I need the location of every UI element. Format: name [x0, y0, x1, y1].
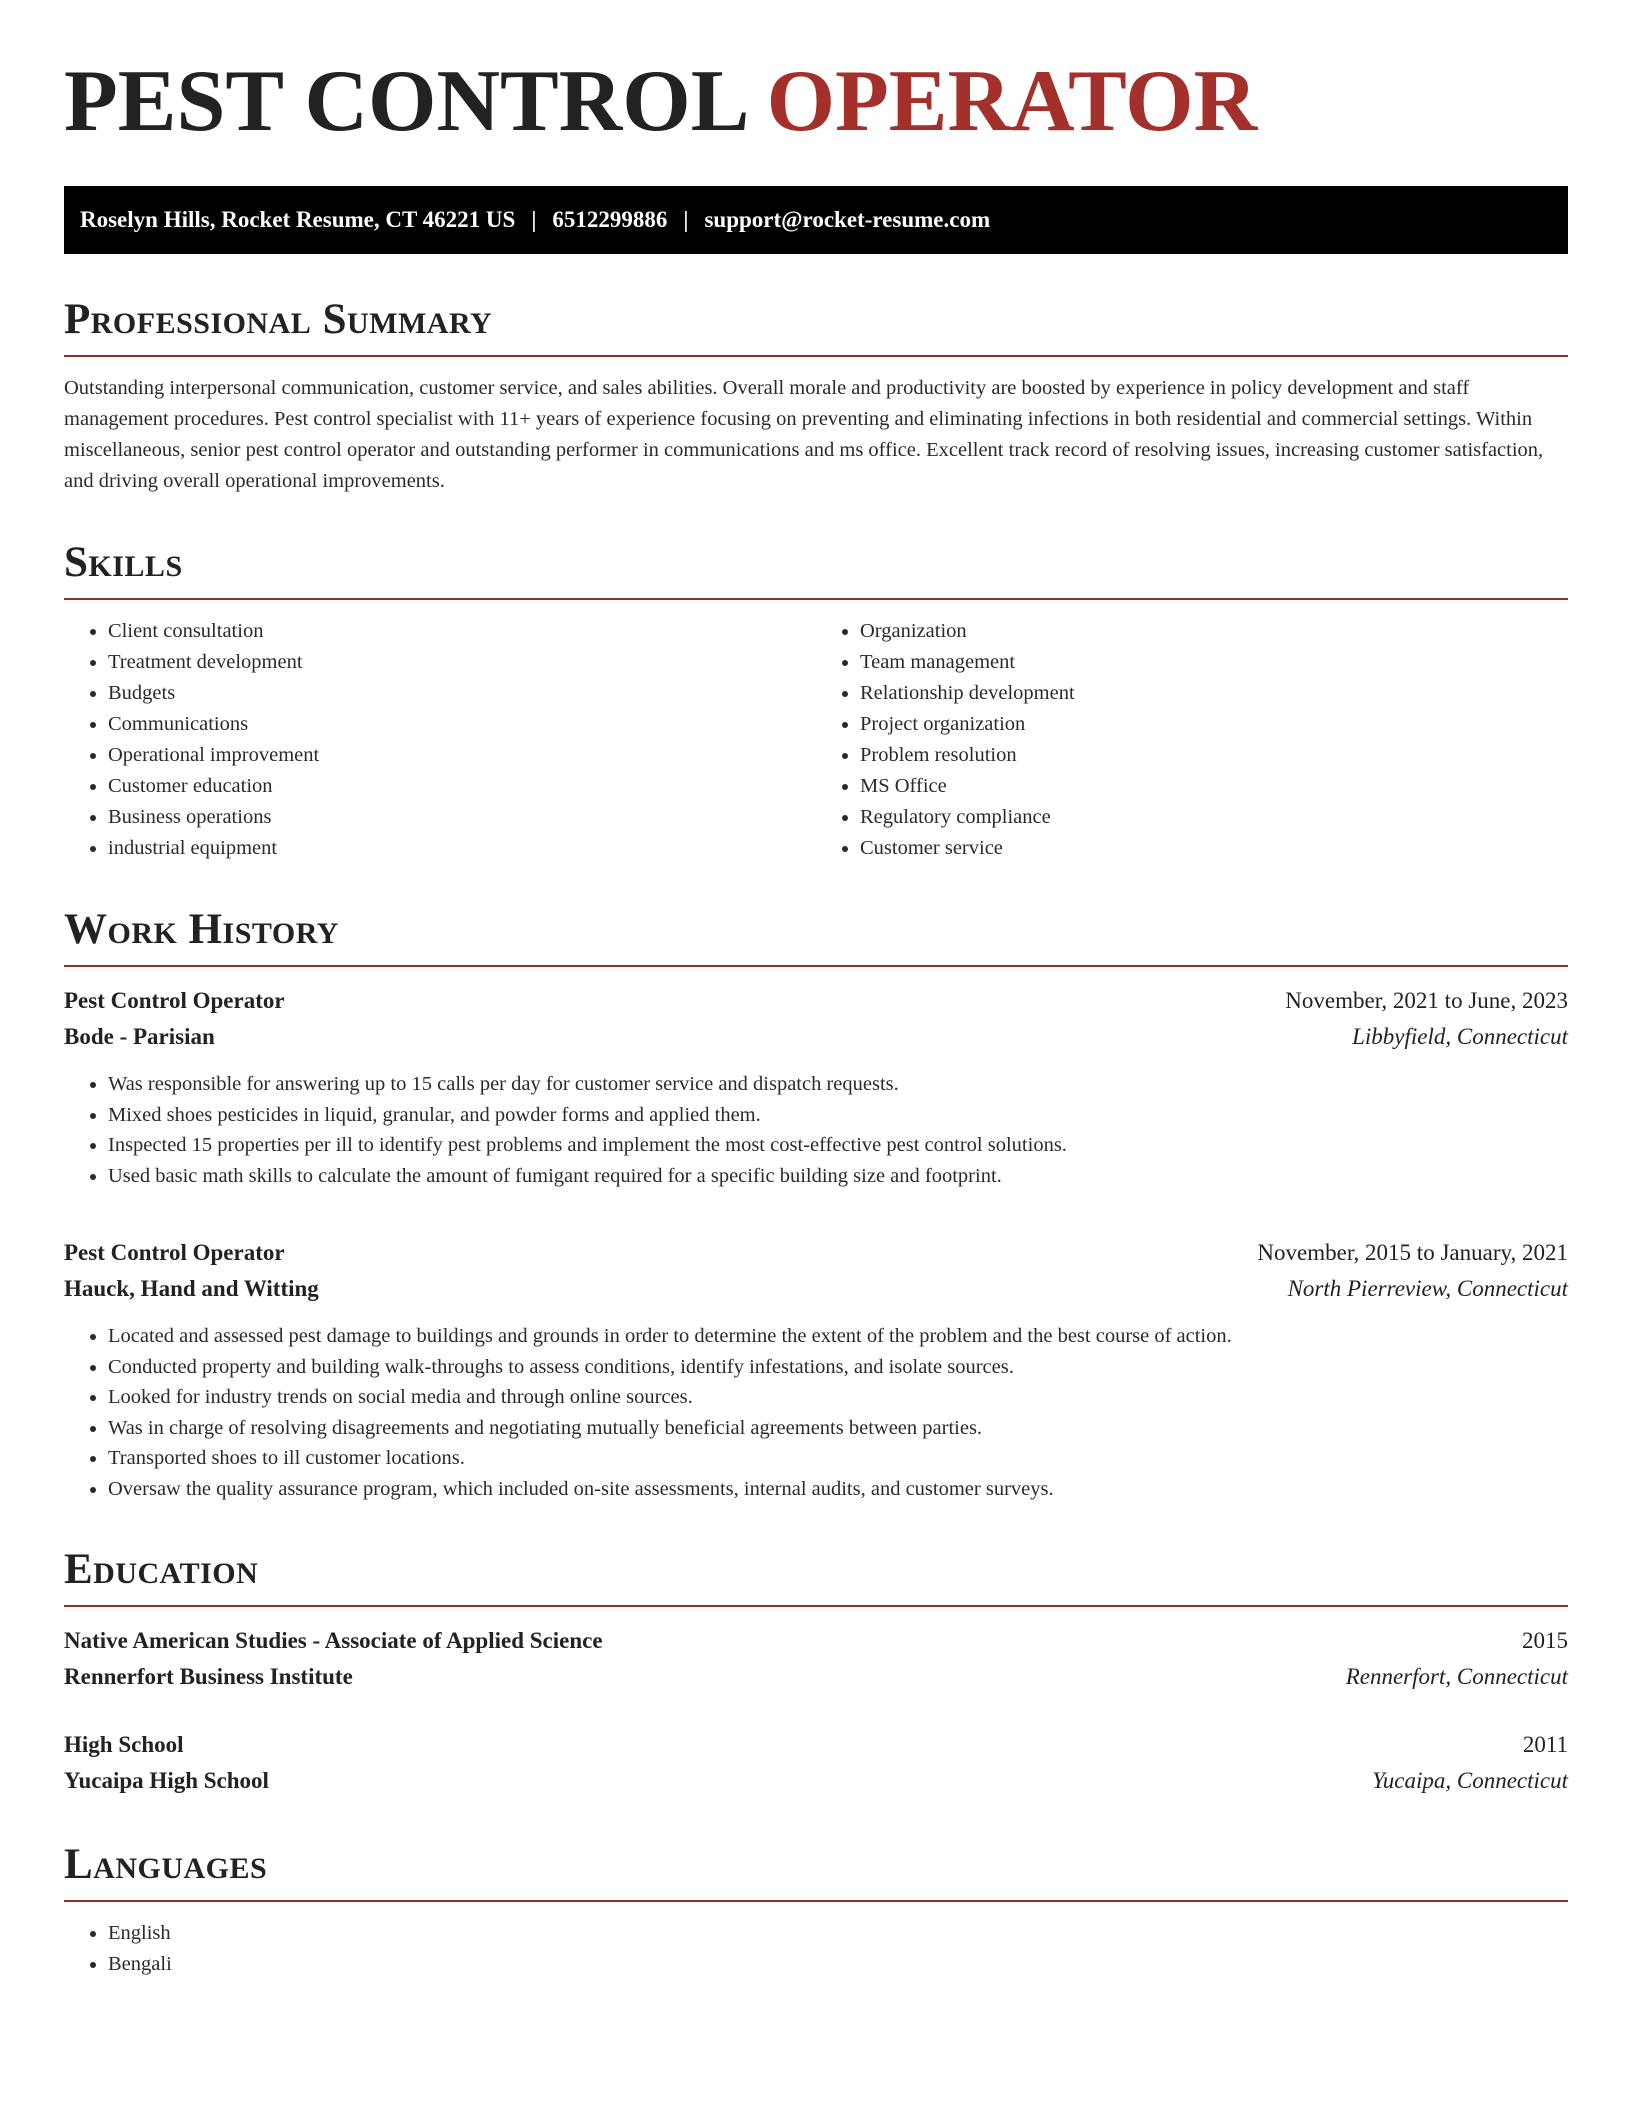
job-company-row [64, 1019, 1568, 1055]
skill-item: • Customer education [108, 771, 816, 802]
skill-item: • industrial equipment [108, 833, 816, 864]
education-location: Yucaipa, Connecticut [1372, 1768, 1568, 1793]
job-bullet: • Inspected 15 properties per ill to identify pest problems and implement the most cost-effective pest control solutions. [108, 1130, 1568, 1161]
job-company: Bode - Parisian [64, 1024, 215, 1049]
languages-list [64, 1918, 1568, 1980]
skill-item: • Business operations [108, 802, 816, 833]
education-school-row [64, 1763, 1568, 1799]
education-entry [64, 1623, 1568, 1695]
job-company-row [64, 1271, 1568, 1307]
job-bullet: • Was responsible for answering up to 15 calls per day for customer service and dispatch requests. [108, 1069, 1568, 1100]
skill-item: • Customer service [860, 833, 1568, 864]
job-dates: November, 2015 to January, 2021 [1257, 1240, 1568, 1265]
job-header-row [64, 1235, 1568, 1271]
skills-section [64, 541, 1568, 864]
summary-heading: Professional Summary [64, 298, 1568, 357]
skill-item: • Client consultation [108, 616, 816, 647]
skill-item: • Problem resolution [860, 740, 1568, 771]
job-bullets [64, 1069, 1568, 1191]
education-header-row [64, 1623, 1568, 1659]
job-location: North Pierreview, Connecticut [1287, 1276, 1568, 1301]
job-entry [64, 983, 1568, 1191]
skill-item: • Operational improvement [108, 740, 816, 771]
skill-item: • Regulatory compliance [860, 802, 1568, 833]
skill-item: • Budgets [108, 678, 816, 709]
education-header-row [64, 1727, 1568, 1763]
title-part-1: PEST CONTROL [64, 53, 745, 150]
education-section [64, 1548, 1568, 1799]
skill-item: • MS Office [860, 771, 1568, 802]
job-bullet: • Located and assessed pest damage to buildings and grounds in order to determine the extent of the problem and the best course of action. [108, 1321, 1568, 1352]
education-school: Yucaipa High School [64, 1768, 269, 1793]
education-heading: Education [64, 1548, 1568, 1607]
job-location: Libbyfield, Connecticut [1352, 1024, 1568, 1049]
education-degree: High School [64, 1732, 184, 1757]
contact-bar [64, 186, 1568, 254]
education-entry [64, 1727, 1568, 1799]
contact-separator: | [683, 207, 689, 232]
language-item: • Bengali [108, 1949, 1568, 1980]
job-title: Pest Control Operator [64, 1240, 285, 1265]
work-history-section [64, 908, 1568, 1504]
job-entry [64, 1235, 1568, 1504]
skills-column-1 [64, 616, 816, 864]
education-year: 2015 [1522, 1628, 1568, 1653]
skill-item: • Relationship development [860, 678, 1568, 709]
contact-email: support@rocket-resume.com [704, 207, 991, 232]
contact-address: Roselyn Hills, Rocket Resume, CT 46221 US [80, 207, 516, 232]
education-school-row [64, 1659, 1568, 1695]
language-item: • English [108, 1918, 1568, 1949]
summary-section [64, 298, 1568, 497]
skills-columns [64, 616, 1568, 864]
skill-item: • Treatment development [108, 647, 816, 678]
skill-item: • Project organization [860, 709, 1568, 740]
job-bullet: • Oversaw the quality assurance program, which included on-site assessments, internal audits, and customer surveys. [108, 1474, 1568, 1505]
education-year: 2011 [1522, 1732, 1568, 1757]
job-bullet: • Was in charge of resolving disagreements and negotiating mutually beneficial agreements between parties. [108, 1413, 1568, 1444]
summary-text: Outstanding interpersonal communication, customer service, and sales abilities. Overall morale and productivity are boosted by experience in policy development and staff management procedures. Pest control specialist with 11+ years of experience focusing on preventing and eliminating infections in both residential and commercial settings. Within miscellaneous, senior pest control operator and outstanding performer in communications and ms office. Excellent track record of resolving issues, increasing customer satisfaction, and driving overall operational improvements. [64, 377, 1544, 492]
job-dates: November, 2021 to June, 2023 [1285, 988, 1568, 1013]
job-bullet: • Mixed shoes pesticides in liquid, granular, and powder forms and applied them. [108, 1100, 1568, 1131]
job-title: Pest Control Operator [64, 988, 285, 1013]
job-bullet: • Transported shoes to ill customer locations. [108, 1443, 1568, 1474]
work-history-heading: Work History [64, 908, 1568, 967]
job-header-row [64, 983, 1568, 1019]
contact-separator: | [531, 207, 537, 232]
skills-heading: Skills [64, 541, 1568, 600]
skills-column-2 [816, 616, 1568, 864]
job-bullet: • Conducted property and building walk-throughs to assess conditions, identify infestations, and isolate sources. [108, 1352, 1568, 1383]
job-bullets [64, 1321, 1568, 1504]
education-location: Rennerfort, Connecticut [1345, 1664, 1568, 1689]
job-bullet: • Looked for industry trends on social media and through online sources. [108, 1382, 1568, 1413]
languages-section [64, 1843, 1568, 1980]
education-school: Rennerfort Business Institute [64, 1664, 353, 1689]
job-company: Hauck, Hand and Witting [64, 1276, 319, 1301]
job-bullet: • Used basic math skills to calculate the amount of fumigant required for a specific building size and footprint. [108, 1161, 1568, 1192]
contact-phone: 6512299886 [552, 207, 668, 232]
skill-item: • Organization [860, 616, 1568, 647]
resume-title [64, 0, 1568, 150]
languages-heading: Languages [64, 1843, 1568, 1902]
skill-item: • Team management [860, 647, 1568, 678]
education-degree: Native American Studies - Associate of Applied Science [64, 1628, 603, 1653]
skill-item: • Communications [108, 709, 816, 740]
title-part-2: OPERATOR [766, 53, 1258, 150]
